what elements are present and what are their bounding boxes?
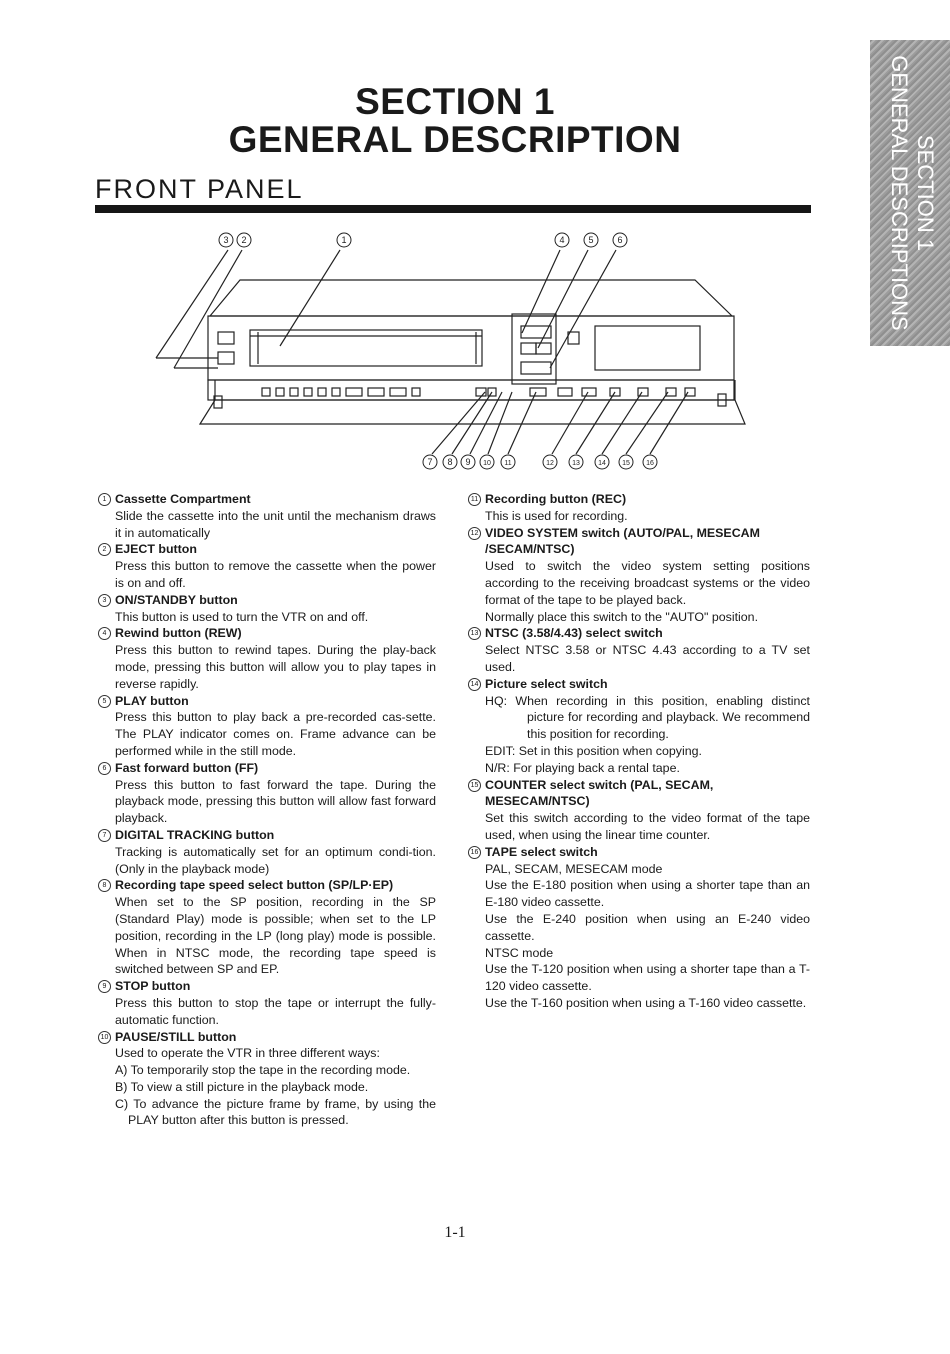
callout-16 — [643, 455, 657, 469]
item-number: 5 — [98, 695, 111, 708]
item-number: 11 — [468, 493, 481, 506]
callout-4 — [555, 233, 569, 247]
item-number: 1 — [98, 493, 111, 506]
list-item — [468, 777, 810, 844]
item-text: Press this button to stop the tape or interrupt the fully-automatic function. — [115, 995, 436, 1027]
item-title: NTSC (3.58/4.43) select switch — [485, 626, 663, 641]
callout-9-label: 9 — [465, 457, 471, 467]
list-item — [98, 877, 436, 978]
right-column — [468, 491, 810, 1012]
item-text: Press this button to rewind tapes. During the play-back mode, pressing this button will allow you to play tapes in reverse rapidly. — [115, 643, 436, 691]
callout-6 — [613, 233, 627, 247]
callout-12-label: 12 — [546, 460, 554, 467]
item-text: Used to switch the video system setting positions according to the receiving broadcast systems or the video format of the tape to be played back. — [485, 559, 810, 607]
item-text: Press this button to remove the cassette when the power is on and off. — [115, 559, 436, 590]
item-text: Press this button to play back a pre-recorded cas-sette. The PLAY indicator comes on. Frame advance can be performed while in the still mode. — [115, 710, 436, 758]
callout-11 — [501, 455, 515, 469]
list-item — [468, 491, 810, 525]
list-item — [98, 541, 436, 591]
callout-5 — [584, 233, 598, 247]
callout-10 — [480, 455, 494, 469]
small-button-row — [262, 388, 695, 396]
section-tab — [870, 40, 950, 346]
list-item — [468, 525, 810, 626]
item-title: Recording button (REC) — [485, 492, 627, 506]
item-number: 13 — [468, 627, 481, 640]
eject-button-shape — [218, 332, 234, 344]
picture-nr: N/R: For playing back a rental tape. — [485, 760, 680, 775]
callout-3 — [219, 233, 233, 247]
item-text: Slide the cassette into the unit until the mechanism draws it in automatically — [115, 508, 436, 540]
page-number: 1-1 — [444, 1224, 466, 1241]
standby-button-shape — [218, 352, 234, 364]
item-number: 4 — [98, 627, 111, 640]
cassette-door — [250, 330, 482, 366]
callout-16-label: 16 — [646, 460, 654, 467]
picture-hq: HQ: When recording in this position, enabling distinct picture for recording and playback. We recommend this position for recording. — [485, 693, 810, 742]
list-item — [98, 491, 436, 541]
tab-line-2: GENERAL DESCRIPTIONS — [887, 55, 912, 331]
item-number: 7 — [98, 829, 111, 842]
callout-6-label: 6 — [617, 235, 623, 245]
item-number: 14 — [468, 678, 481, 691]
callout-9 — [461, 455, 475, 469]
tape-e240: Use the E-240 position when using an E-240 video cassette. — [485, 911, 810, 943]
front-panel-diagram — [140, 228, 760, 478]
item-title: TAPE select switch — [485, 844, 598, 859]
heading-rule — [95, 205, 811, 213]
item-title: Fast forward button (FF) — [115, 760, 259, 775]
item-number: 12 — [468, 527, 481, 540]
tape-mode-pal: PAL, SECAM, MESECAM mode — [485, 861, 663, 876]
item-text: Set this switch according to the video format of the tape used, when using the linear time counter. — [485, 811, 810, 842]
item-text-note: Normally place this switch to the "AUTO" position. — [485, 609, 759, 624]
tape-t160: Use the T-160 position when using a T-160 video cassette. — [485, 995, 807, 1010]
item-number: 6 — [98, 762, 111, 775]
callout-3-label: 3 — [223, 235, 229, 245]
vtr-base — [200, 400, 745, 424]
pause-mode-b: B) To view a still picture in the playback mode. — [115, 1079, 369, 1094]
tab-line-1: SECTION 1 — [913, 134, 938, 252]
item-number: 3 — [98, 594, 111, 607]
list-item — [98, 978, 436, 1028]
item-number: 2 — [98, 543, 111, 556]
list-item — [468, 844, 810, 1012]
list-item — [98, 827, 436, 877]
callout-11-label: 11 — [504, 460, 512, 467]
list-item — [98, 625, 436, 692]
item-text: When set to the SP position, recording in the SP (Standard Play) mode is possible; when set to the LP position, recording in the LP (long play) mode is possible. When in NTSC mode, the recording tape speed is switched between SP and EP. — [115, 895, 436, 977]
item-title: STOP button — [115, 979, 191, 994]
item-title: EJECT button — [115, 542, 197, 557]
left-column — [98, 491, 436, 1129]
callout-13 — [569, 455, 583, 469]
item-number: 15 — [468, 779, 481, 792]
list-item — [468, 625, 810, 675]
pause-mode-c: C) To advance the picture frame by frame, by using the PLAY button after this button is pressed. — [115, 1096, 436, 1128]
tape-t120: Use the T-120 position when using a shorter tape than a T-120 video cassette. — [485, 962, 810, 994]
section-subtitle: GENERAL DESCRIPTION — [228, 119, 682, 160]
callout-8 — [443, 455, 457, 469]
item-number: 16 — [468, 846, 481, 859]
section-title: SECTION 1 — [355, 81, 555, 122]
callout-1-label: 1 — [341, 235, 347, 245]
callout-8-label: 8 — [447, 457, 453, 467]
callout-15 — [619, 455, 633, 469]
callout-2-label: 2 — [241, 235, 247, 245]
item-text: Select NTSC 3.58 or NTSC 4.43 according to a TV set used. — [485, 643, 810, 674]
list-item — [98, 592, 436, 626]
item-title: COUNTER select switch (PAL, SECAM, MESECAM/NTSC) — [485, 777, 714, 809]
callout-1 — [337, 233, 351, 247]
item-title: PAUSE/STILL button — [115, 1029, 237, 1044]
item-title: DIGITAL TRACKING button — [115, 827, 275, 842]
item-text: This is used for recording. — [485, 508, 628, 523]
callout-10-label: 10 — [483, 460, 491, 467]
callout-15-label: 15 — [622, 460, 630, 467]
callout-7 — [423, 455, 437, 469]
list-item — [468, 676, 810, 777]
callout-5-label: 5 — [588, 235, 594, 245]
item-title: Recording tape speed select button (SP/LP·EP) — [115, 878, 394, 893]
picture-edit: EDIT: Set in this position when copying. — [485, 743, 702, 758]
tape-mode-ntsc: NTSC mode — [485, 945, 554, 960]
item-text: Press this button to fast forward the tape. During the playback mode, pressing this button will allow fast forward playback. — [115, 777, 436, 826]
vtr-top-outline — [210, 280, 732, 316]
callout-2 — [237, 233, 251, 247]
callout-13-label: 13 — [572, 460, 580, 467]
list-item — [98, 760, 436, 827]
item-title: Cassette Compartment — [115, 492, 251, 506]
list-item — [98, 1029, 436, 1130]
callout-4-label: 4 — [559, 235, 565, 245]
item-title: Rewind button (REW) — [115, 626, 242, 641]
pause-mode-a: A) To temporarily stop the tape in the recording mode. — [115, 1063, 411, 1078]
callout-7-label: 7 — [427, 457, 433, 467]
item-title: Picture select switch — [485, 676, 608, 691]
tape-e180: Use the E-180 position when using a shorter tape than an E-180 video cassette. — [485, 878, 810, 910]
item-number: 10 — [98, 1031, 111, 1044]
callout-12 — [543, 455, 557, 469]
callout-14-label: 14 — [598, 460, 606, 467]
page-heading: FRONT PANEL — [95, 174, 304, 204]
list-item — [98, 693, 436, 760]
item-title: PLAY button — [115, 693, 189, 708]
item-title: ON/STANDBY button — [115, 592, 238, 607]
item-text: Tracking is automatically set for an optimum condi-tion. (Only in the playback mode) — [115, 844, 436, 876]
item-text: This button is used to turn the VTR on and off. — [115, 609, 369, 624]
item-text: Used to operate the VTR in three different ways: — [115, 1046, 380, 1061]
callout-14 — [595, 455, 609, 469]
display-window — [595, 326, 700, 370]
item-title: VIDEO SYSTEM switch (AUTO/PAL, MESECAM /SECAM/NTSC) — [485, 525, 760, 557]
item-number: 8 — [98, 879, 111, 892]
item-number: 9 — [98, 980, 111, 993]
